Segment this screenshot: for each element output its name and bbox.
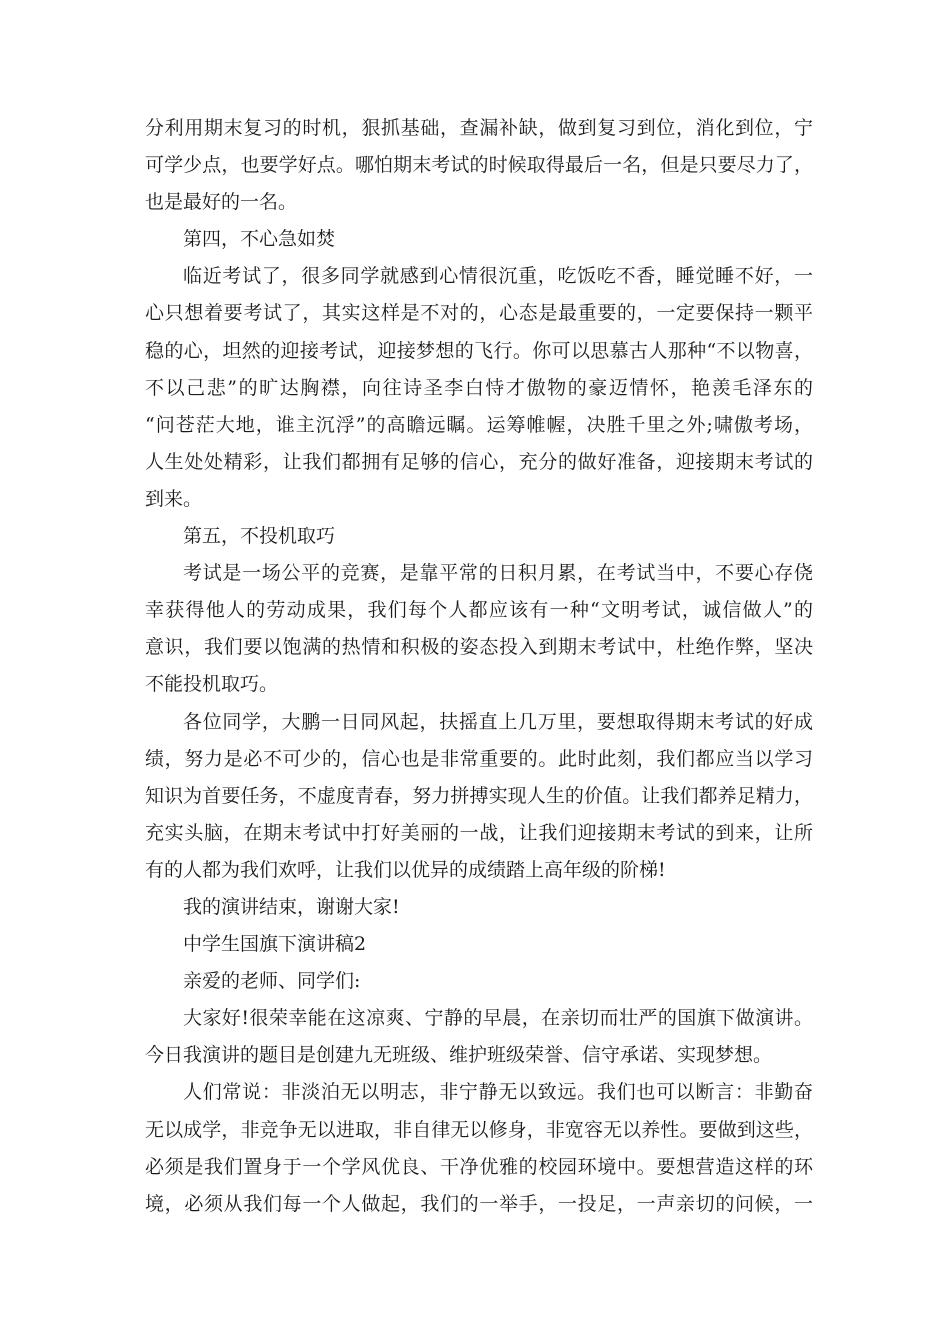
- text-line: 大家好!很荣幸能在这凉爽、宁静的早晨，在亲切而壮严的国旗下做演讲。: [183, 1007, 813, 1030]
- text-line: 今日我演讲的题目是创建九无班级、维护班级荣誉、信守承诺、实现梦想。: [145, 1044, 773, 1067]
- text-line: 不以己悲”的旷达胸襟，向往诗圣李白恃才傲物的豪迈情怀，艳羡毛泽东的: [145, 376, 813, 399]
- text-line: 也是最好的一名。: [145, 191, 298, 214]
- text-line: 心只想着要考试了，其实这样是不对的，心态是最重要的，一定要保持一颗平: [145, 302, 813, 325]
- text-line: 分利用期末复习的时机，狠抓基础，查漏补缺，做到复习到位，消化到位，宁: [145, 117, 813, 139]
- document-page: [145, 110, 813, 1223]
- text-line: 到来。: [145, 487, 203, 510]
- text-line: 可学少点，也要学好点。哪怕期末考试的时候取得最后一名，但是只要尽力了，: [145, 154, 813, 177]
- text-line: 亲爱的老师、同学们:: [183, 970, 361, 993]
- text-line: 幸获得他人的劳动成果，我们每个人都应该有一种“文明考试，诚信做人”的: [145, 599, 813, 622]
- text-line: 境，必须从我们每一个人做起，我们的一举手，一投足，一声亲切的问候，一: [145, 1192, 813, 1215]
- text-line: 充实头脑，在期末考试中打好美丽的一战，让我们迎接期末考试的到来，让所: [145, 821, 813, 844]
- text-line: 考试是一场公平的竞赛，是靠平常的日积月累，在考试当中，不要心存侥: [183, 562, 813, 585]
- text-line: “问苍茫大地，谁主沉浮”的高瞻远瞩。运筹帷幄，决胜千里之外;啸傲考场，: [145, 413, 813, 436]
- text-line: 中学生国旗下演讲稿2: [183, 933, 367, 956]
- text-line: 临近考试了，很多同学就感到心情很沉重，吃饭吃不香，睡觉睡不好，一: [183, 265, 813, 288]
- text-line: 知识为首要任务，不虚度青春，努力拼搏实现人生的价值。让我们都养足精力，: [145, 784, 813, 807]
- text-line: 第四，不心急如焚: [183, 228, 336, 251]
- text-line: 无以成学，非竞争无以进取，非自律无以修身，非宽容无以养性。要做到这些，: [145, 1118, 813, 1141]
- text-line: 人生处处精彩，让我们都拥有足够的信心，充分的做好准备，迎接期末考试的: [145, 450, 813, 473]
- text-line: 稳的心，坦然的迎接考试，迎接梦想的飞行。你可以思慕古人那种“不以物喜，: [145, 339, 813, 362]
- text-line: 我的演讲结束，谢谢大家!: [183, 895, 400, 918]
- text-line: 有的人都为我们欢呼，让我们以优异的成绩踏上高年级的阶梯!: [145, 858, 666, 881]
- text-line: 必须是我们置身于一个学风优良、干净优雅的校园环境中。要想营造这样的环: [145, 1155, 813, 1178]
- text-line: 人们常说：非淡泊无以明志，非宁静无以致远。我们也可以断言：非勤奋: [183, 1081, 813, 1104]
- text-line: 绩，努力是必不可少的，信心也是非常重要的。此时此刻，我们都应当以学习: [145, 747, 813, 770]
- text-line: 各位同学，大鹏一日同风起，扶摇直上几万里，要想取得期末考试的好成: [183, 710, 813, 733]
- text-line: 不能投机取巧。: [145, 673, 279, 696]
- text-line: 第五，不投机取巧: [183, 525, 336, 548]
- text-line: 意识，我们要以饱满的热情和积极的姿态投入到期末考试中，杜绝作弊，坚决: [145, 636, 813, 659]
